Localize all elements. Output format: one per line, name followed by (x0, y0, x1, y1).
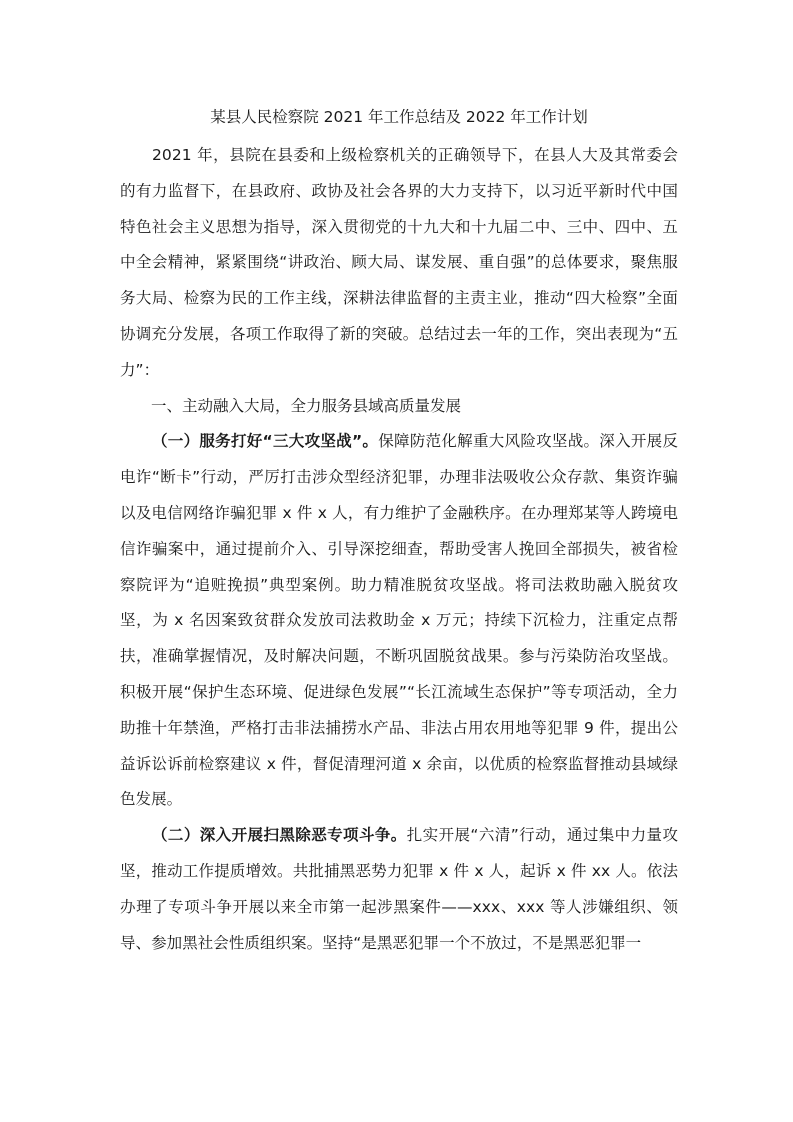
item-paragraph-2 (120, 818, 678, 961)
item-body-1: 保障防范化解重大风险攻坚战。深入开展反电诈“断卡”行动，严厉打击涉众型经济犯罪，办理非法吸收公众存款、集资诈骗以及电信网络诈骗犯罪 x 件 x 人，有力维护了金融秩序。在办理郑某等人跨境电信诈骗案中，通过提前介入、引导深挖细查，帮助受害人挽回全部损失，被省检察院评为“追赃挽损”典型案例。助力精准脱贫攻坚战。将司法救助融入脱贫攻坚，为 x 名因案致贫群众发放司法救助金 x 万元；持续下沉检力，注重定点帮扶，准确掌握情况，及时解决问题，不断巩固脱贫战果。参与污染防治攻坚战。积极开展“保护生态环境、促进绿色发展”“长江流域生态保护”等专项活动，全力助推十年禁渔，严格打击非法捕捞水产品、非法占用农用地等犯罪 9 件，提出公益诉讼诉前检察建议 x 件，督促清理河道 x 余亩，以优质的检察监督推动县域绿色发展。 (120, 432, 679, 809)
item-lead-2: （二）深入开展扫黑除恶专项斗争。 (152, 826, 407, 845)
document-title: 某县人民检察院 2021 年工作总结及 2022 年工作计划 (210, 108, 588, 126)
item-paragraph-1 (120, 424, 678, 818)
item-lead-1: （一）服务打好“三大攻坚战”。 (152, 432, 379, 451)
section-heading-1: 一、主动融入大局，全力服务县域高质量发展 (151, 396, 462, 415)
intro-paragraph: 2021 年，县院在县委和上级检察机关的正确领导下，在县人大及其常委会的有力监督下，在县政府、政协及社会各界的大力支持下，以习近平新时代中国特色社会主义思想为指导，深入贯彻党的十九大和十九届二中、三中、四中、五中全会精神，紧紧围绕“讲政治、顾大局、谋发展、重自强”的总体要求，聚焦服务大局、检察为民的工作主线，深耕法律监督的主责主业，推动“四大检察”全面协调充分发展，各项工作取得了新的突破。总结过去一年的工作，突出表现为“五力”： (120, 146, 678, 379)
item-body-2: 扎实开展“六清”行动，通过集中力量攻坚，推动工作提质增效。共批捕黑恶势力犯罪 x 件 x 人，起诉 x 件 xx 人。依法办理了专项斗争开展以来全市第一起涉黑案件——xxx、xxx 等人涉嫌组织、领导、参加黑社会性质组织案。坚持“是黑恶犯罪一个不放过，不是黑恶犯罪一 (120, 826, 678, 952)
document-page (120, 104, 678, 961)
